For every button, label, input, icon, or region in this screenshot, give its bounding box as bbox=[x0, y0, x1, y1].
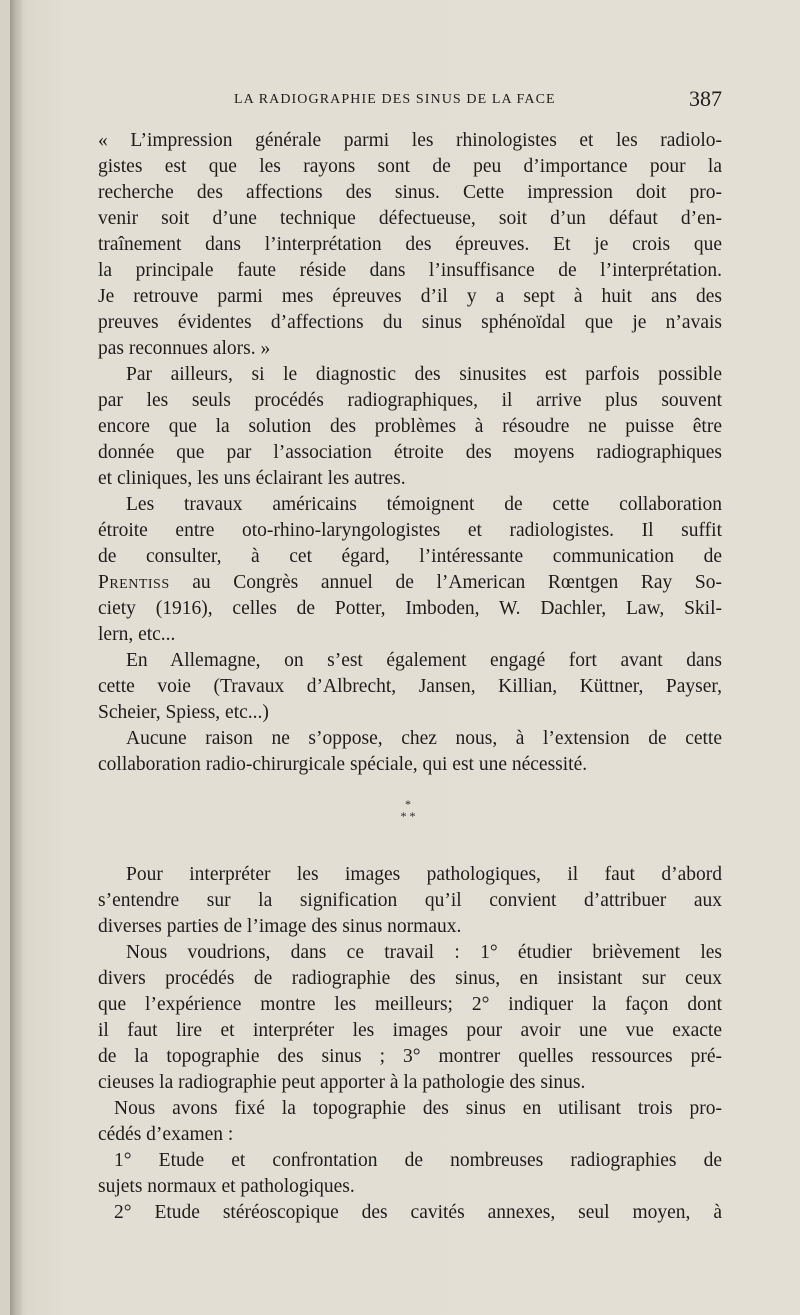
text-line: pas reconnues alors. » bbox=[98, 338, 271, 359]
text-line: que l’expérience montre les meilleurs; 2° indiquer la façon dont bbox=[98, 994, 722, 1015]
paragraph-american-works bbox=[98, 492, 722, 648]
text-line-rest: au Congrès annuel de l’American Rœntgen Ray So- bbox=[169, 572, 722, 593]
text-line: cette voie (Travaux d’Albrecht, Jansen, Killian, Küttner, Payser, bbox=[98, 676, 722, 697]
text-line: collaboration radio-chirurgicale spéciale, qui est une nécessité. bbox=[98, 754, 588, 775]
text-line: Les travaux américains témoignent de cette collaboration bbox=[126, 494, 722, 515]
book-page bbox=[10, 0, 800, 1315]
text-line: preuves évidentes d’affections du sinus sphénoïdal que je n’avais bbox=[98, 312, 722, 333]
text-line: cédés d’examen : bbox=[98, 1124, 234, 1145]
text-line: et cliniques, les uns éclairant les autres. bbox=[98, 468, 406, 489]
text-line: 1° Etude et confrontation de nombreuses radiographies de bbox=[114, 1150, 722, 1171]
text-line: s’entendre sur la signification qu’il convient d’attribuer aux bbox=[98, 890, 722, 911]
text-line: la principale faute réside dans l’insuffisance de l’interprétation. bbox=[98, 260, 722, 281]
text-line: Scheier, Spiess, etc...) bbox=[98, 702, 269, 723]
list-item-method-1 bbox=[98, 1148, 722, 1200]
text-line: étroite entre oto-rhino-laryngologistes et radiologistes. Il suffit bbox=[98, 520, 722, 541]
text-line: il faut lire et interpréter les images pour avoir une vue exacte bbox=[98, 1020, 722, 1041]
text-line: « L’impression générale parmi les rhinologistes et les radiolo- bbox=[98, 130, 722, 151]
body-text bbox=[98, 128, 722, 1226]
text-line: divers procédés de radiographie des sinus, en insistant sur ceux bbox=[98, 968, 722, 989]
text-line: recherche des affections des sinus. Cette impression doit pro- bbox=[98, 182, 722, 203]
page-number: 387 bbox=[689, 86, 722, 111]
paragraph-germany bbox=[98, 648, 722, 726]
text-line: Nous avons fixé la topographie des sinus en utilisant trois pro- bbox=[114, 1098, 722, 1119]
asterism bbox=[388, 798, 428, 822]
page-binding-shadow bbox=[10, 0, 22, 1315]
text-line: En Allemagne, on s’est également engagé fort avant dans bbox=[126, 650, 722, 671]
text-line: Je retrouve parmi mes épreuves d’il y a sept à huit ans des bbox=[98, 286, 722, 307]
text-line: gistes est que les rayons sont de peu d’importance pour la bbox=[98, 156, 722, 177]
running-title: LA RADIOGRAPHIE DES SINUS DE LA FACE bbox=[234, 92, 556, 107]
text-line: sujets normaux et pathologiques. bbox=[98, 1176, 355, 1197]
text-line: traînement dans l’interprétation des épreuves. Et je crois que bbox=[98, 234, 722, 255]
text-line: lern, etc... bbox=[98, 624, 176, 645]
text-line: de consulter, à cet égard, l’intéressante communication de bbox=[98, 546, 722, 567]
text-line: Par ailleurs, si le diagnostic des sinusites est parfois possible bbox=[126, 364, 722, 385]
text-line: Pour interpréter les images pathologiques, il faut d’abord bbox=[126, 864, 722, 885]
paragraph-collaboration bbox=[98, 726, 722, 778]
section-separator bbox=[98, 778, 722, 862]
text-line: Nous voudrions, dans ce travail : 1° étudier brièvement les bbox=[126, 942, 722, 963]
paragraph-quote bbox=[98, 128, 722, 362]
text-line: ciety (1916), celles de Potter, Imboden, W. Dachler, Law, Skil- bbox=[98, 598, 722, 619]
running-head bbox=[98, 86, 722, 116]
text-line: Aucune raison ne s’oppose, chez nous, à l’extension de cette bbox=[126, 728, 722, 749]
text-line: diverses parties de l’image des sinus normaux. bbox=[98, 916, 462, 937]
text-line: 2° Etude stéréoscopique des cavités annexes, seul moyen, à bbox=[114, 1202, 722, 1223]
asterism-top: * bbox=[405, 797, 411, 811]
text-line bbox=[98, 570, 722, 596]
text-line: encore que la solution des problèmes à résoudre ne puisse être bbox=[98, 416, 722, 437]
text-line: de la topographie des sinus ; 3° montrer quelles ressources pré- bbox=[98, 1046, 722, 1067]
text-line: donnée que par l’association étroite des moyens radiographiques bbox=[98, 442, 722, 463]
author-name-prentiss: Prentiss bbox=[98, 572, 170, 593]
text-line: venir soit d’une technique défectueuse, soit d’un défaut d’en- bbox=[98, 208, 722, 229]
list-item-method-2 bbox=[98, 1200, 722, 1226]
text-line: cieuses la radiographie peut apporter à la pathologie des sinus. bbox=[98, 1072, 586, 1093]
paragraph-diagnostic bbox=[98, 362, 722, 492]
text-line: par les seuls procédés radiographiques, il arrive plus souvent bbox=[98, 390, 722, 411]
paragraph-methods bbox=[98, 1096, 722, 1148]
paragraph-plan bbox=[98, 940, 722, 1096]
paragraph-interpret bbox=[98, 862, 722, 940]
asterism-bottom: * * bbox=[400, 809, 416, 823]
